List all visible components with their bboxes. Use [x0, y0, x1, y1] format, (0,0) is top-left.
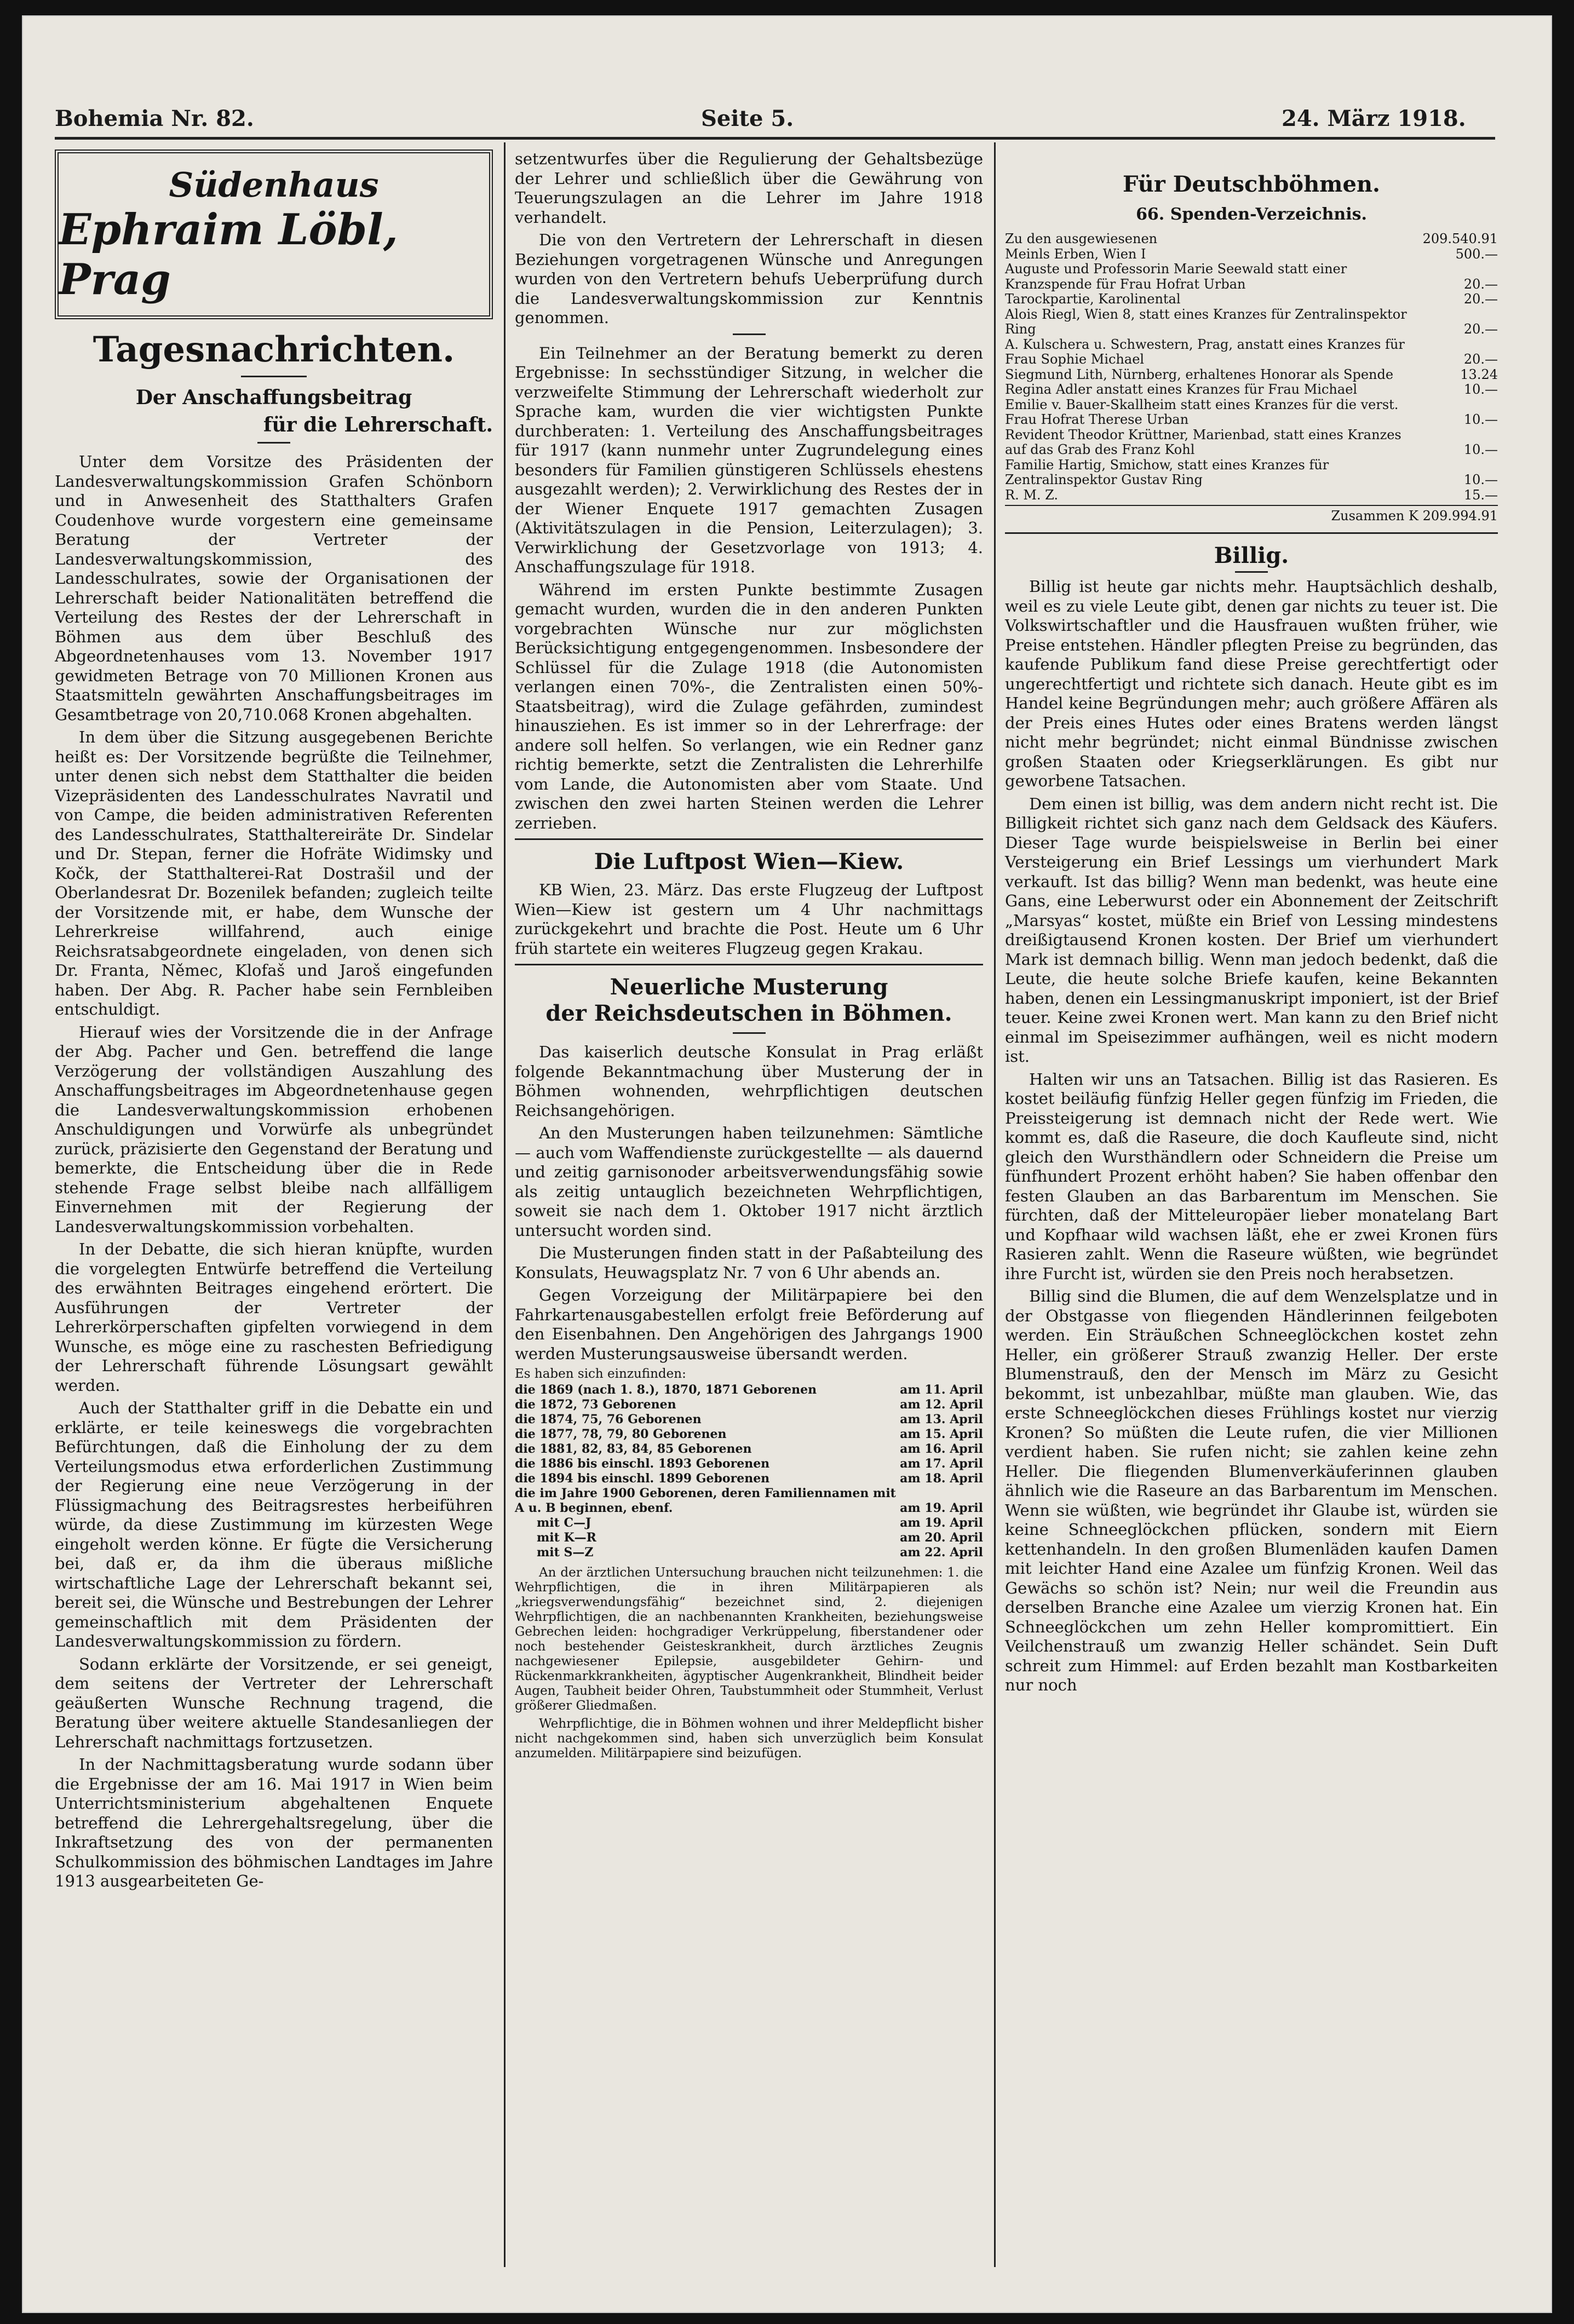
- donation-amount: 10.—: [1463, 412, 1498, 427]
- article-paragraph: Sodann erklärte der Vorsitzende, er sei geneigt, dem seitens der Vertreter der Lehrerschaft geäußerten Wunsche Rechnung tragend, die Beratung über weitere aktuelle Standesanliegen der Lehrerschaft nachmittags fortzusetzen.: [55, 1654, 493, 1751]
- donation-amount: 20.—: [1463, 321, 1498, 337]
- donation-amount: 20.—: [1463, 276, 1498, 292]
- donation-text: Zu den ausgewiesenen: [1005, 231, 1158, 246]
- column-rule-2: [994, 142, 996, 2267]
- note-paragraph: An der ärztlichen Untersuchung brauchen nicht teilzunehmen: 1. die Wehrpflichtigen, die in ihren Militärpapieren als „kriegsverwendungsfähig“ bezeichnet sind, 2. diejenigen Wehrpflichtigen, die an nachbenannten Krankheiten, beziehungsweise Gebrechen leiden: hochgradiger Verkrüppelung, fiberstandener oder noch bestehender Geisteskrankheit, durch ärztliches Zeugnis nachgewiesener Epilepsie, ausgebildeter Gehirn- und Rückenmarkkrankheiten, ägyptischer Augenkrankheit, Blindheit beider Augen, Taubheit beider Ohren, Taubstummheit oder Stummheit, Verlust größerer Gliedmaßen.: [515, 1566, 983, 1713]
- column-3: [1005, 149, 1498, 1699]
- separator: [515, 964, 983, 965]
- masthead-rule: [55, 137, 1495, 140]
- musterung-paragraph: Die Musterungen finden statt in der Paßabteilung des Konsulats, Heuwagsplatz Nr. 7 von 6 Uhr abends an.: [515, 1244, 983, 1282]
- article-paragraph: setzentwurfes über die Regulierung der Gehaltsbezüge der Lehrer und schließlich über die Gewährung von Teuerungszulagen an die Lehrer im Jahre 1918 verhandelt.: [515, 149, 983, 227]
- donations-table: [1005, 232, 1498, 503]
- schedule-group: mit K—R: [537, 1531, 596, 1545]
- schedule-group: die 1877, 78, 79, 80 Geborenen: [515, 1427, 727, 1441]
- donation-text: Emilie v. Bauer-Skallheim statt eines Kranzes für die verst. Frau Hofrat Therese Urban: [1005, 396, 1399, 427]
- donation-text: Siegmund Lith, Nürnberg, erhaltenes Honorar als Spende: [1005, 366, 1394, 382]
- article-paragraph: Hierauf wies der Vorsitzende die in der Anfrage der Abg. Pacher und Gen. betreffend die lange Verzögerung der vollständigen Auszahlung des Anschaffungsbeitrages im Abgeordnetenhause gegen die Landesverwaltungskommission erhobenen Anschuldigungen und Vorwürfe als unbegründet zurück, präzisierte den Gegenstand der Beratung und bemerkte, die Entscheidung über die in Rede stehende Frage selbst bleibe nach allfälligem Einvernehmen mit der Regierung der Landesverwaltungskommission vorbehalten.: [55, 1022, 493, 1236]
- masthead-left: Bohemia Nr. 82.: [55, 106, 254, 131]
- schedule-group: die 1874, 75, 76 Geborenen: [515, 1412, 702, 1426]
- donation-amount: 10.—: [1463, 382, 1498, 397]
- schedule-row: [515, 1383, 983, 1397]
- schedule-group: die 1872, 73 Geborenen: [515, 1397, 676, 1412]
- donation-amount: 20.—: [1463, 352, 1498, 367]
- article-title-line-2: für die Lehrerschaft.: [263, 413, 493, 436]
- schedule-date: am 22. April: [900, 1545, 983, 1560]
- schedule-intro: Es haben sich einzufinden:: [515, 1367, 686, 1381]
- total-label: Zusammen K: [1331, 508, 1418, 524]
- separator: [733, 333, 766, 335]
- donation-text: R. M. Z.: [1005, 487, 1059, 503]
- billig-paragraph: Halten wir uns an Tatsachen. Billig ist das Rasieren. Es kostet beiläufig fünfzig Heller gegen fünfzig im Frieden, die Preissteigerung ist demnach nicht der Rede wert. Wie kommt es, daß die Raseure, die doch Kaufleute sind, nicht gleich den Wursthändlern oder Schneidern die Preise um fünfhundert Prozent erhöht haben? Sie haben offenbar den festen Glauben an das Barbarentum im Menschen. Sie fürchten, daß der Mitteleuropäer lieber monatelang Bart und Kopfhaar wild wachsen läßt, ehe er zwei Kronen fürs Rasieren zahlt. Wenn die Raseure wüßten, wie begründet ihre Furcht ist, würden sie den Preis noch herabsetzen.: [1005, 1069, 1498, 1283]
- schedule-date: am 13. April: [900, 1412, 983, 1426]
- advertisement-box: [55, 149, 493, 319]
- donations-subtitle: 66. Spenden-Verzeichnis.: [1136, 205, 1367, 224]
- schedule-group: die 1886 bis einschl. 1893 Geborenen: [515, 1457, 770, 1471]
- total-amount: 209.994.91: [1422, 508, 1498, 524]
- article-paragraph: Ein Teilnehmer an der Beratung bemerkt zu deren Ergebnisse: In sechsstündiger Sitzung, in welcher die verzweifelte Stimmung der Lehrerschaft wiederholt zur Sprache kam, wurden die vier wichtigsten Punkte durchberaten: 1. Verteilung des Anschaffungsbeitrages für 1917 (kann nunmehr unter Zugrundelegung eines besonders für Familien günstigeren Schlüssels ehestens ausgezahlt werden); 2. Verwirklichung des Restes der in der Wiener Enquete 1917 gemachten Zusagen (Aktivitätszulagen in die Pension, Leiterzulagen); 3. Verwirklichung der Gesetzvorlage von 1913; 4. Anschaffungszulage für 1918.: [515, 343, 983, 576]
- schedule-row: [515, 1471, 983, 1486]
- donation-amount: 10.—: [1463, 442, 1498, 457]
- separator: [515, 838, 983, 840]
- donation-text: Regina Adler anstatt eines Kranzes für Frau Michael: [1005, 382, 1358, 397]
- schedule-row: [515, 1397, 983, 1412]
- schedule-row: [515, 1486, 983, 1516]
- donation-text: Tarockpartie, Karolinental: [1005, 291, 1181, 307]
- column-1: [55, 149, 493, 1895]
- article-paragraph: Die von den Vertretern der Lehrerschaft in diesen Beziehungen vorgetragenen Wünsche und Anregungen wurden von den Vertretern behufs Ueberprüfung durch die Landesverwaltungskommission zur Kenntnis genommen.: [515, 231, 983, 327]
- schedule-group: die 1869 (nach 1. 8.), 1870, 1871 Geborenen: [515, 1383, 817, 1397]
- musterung-paragraph: An den Musterungen haben teilzunehmen: Sämtliche — auch vom Waffendienste zurückgestellte — als dauernd und zeitig garnisonoder arbeitsverwendungsfähig sowie als zeitig untauglich bezeichneten Wehrpflichtigen, soweit sie nach dem 1. Oktober 1917 nicht ärztlich untersucht worden sind.: [515, 1124, 983, 1240]
- donation-amount: 500.—: [1455, 246, 1498, 262]
- musterung-title-line-1: Neuerliche Musterung: [610, 974, 888, 1000]
- schedule-row: [515, 1516, 983, 1531]
- schedule-date: am 12. April: [900, 1397, 983, 1412]
- separator: [241, 376, 307, 377]
- donation-text: Alois Riegl, Wien 8, statt eines Kranzes für Zentralinspektor Ring: [1005, 306, 1407, 337]
- donation-amount: 10.—: [1463, 472, 1498, 487]
- masthead-right: 24. März 1918.: [1282, 106, 1466, 131]
- ad-line-1: Südenhaus: [169, 164, 379, 205]
- musterung-paragraph: Das kaiserlich deutsche Konsulat in Prag erläßt folgende Bekanntmachung über Musterung der in Böhmen wohnenden, wehrpflichtigen deutschen Reichsangehörigen.: [515, 1043, 983, 1120]
- schedule-row: [515, 1531, 983, 1545]
- schedule-group: mit S—Z: [537, 1545, 594, 1560]
- schedule-group: die 1881, 82, 83, 84, 85 Geborenen: [515, 1442, 752, 1456]
- donation-row: [1005, 382, 1498, 398]
- donation-amount: 15.—: [1463, 487, 1498, 503]
- schedule-table: [515, 1383, 983, 1560]
- schedule-date: am 19. April: [900, 1516, 983, 1530]
- schedule-date: am 20. April: [900, 1531, 983, 1545]
- schedule-group: mit C—J: [537, 1516, 591, 1530]
- article-title-line-1: Der Anschaffungsbeitrag: [135, 386, 412, 409]
- schedule-row: [515, 1545, 983, 1560]
- schedule-group: die im Jahre 1900 Geborenen, deren Familiennamen mit A u. B beginnen, ebenf.: [515, 1486, 896, 1515]
- donation-row: [1005, 488, 1498, 503]
- schedule-date: am 17. April: [900, 1457, 983, 1471]
- schedule-group: die 1894 bis einschl. 1899 Geborenen: [515, 1471, 770, 1486]
- donations-total: [1005, 505, 1498, 524]
- donation-row: [1005, 367, 1498, 383]
- schedule-row: [515, 1412, 983, 1427]
- schedule-row: [515, 1457, 983, 1471]
- donations-title: Für Deutschböhmen.: [1123, 171, 1380, 197]
- donation-text: Meinls Erben, Wien I: [1005, 246, 1146, 262]
- article-paragraph: Unter dem Vorsitze des Präsidenten der Landesverwaltungskommission Grafen Schönborn und in Anwesenheit des Statthalters Grafen Coudenhove wurde vorgestern eine gemeinsame Beratung der Vertreter der Landesverwaltungskommission, des Landesschulrates, sowie der Organisationen der Lehrerschaft beider Nationalitäten betreffend die Verteilung des Restes der der Lehrerschaft in Böhmen aus dem über Beschluß des Abgeordnetenhauses vom 13. November 1917 gewidmeten Betrage von 70 Millionen Kronen aus Staatsmitteln gewährten Anschaffungsbeitrages im Gesamtbetrage von 20,710.068 Kronen abgehalten.: [55, 452, 493, 724]
- schedule-date: am 19. April: [900, 1501, 983, 1515]
- schedule-date: am 18. April: [900, 1471, 983, 1486]
- article-paragraph: Auch der Statthalter griff in die Debatte ein und erklärte, er teile keineswegs die vorgebrachten Befürchtungen, daß die Einholung der zu dem Verteilungsmodus etwa erforderlichen Zustimmung der Regierung eine neue Verzögerung in der Flüssigmachung des Beitragsrestes herbeiführen würde, da diese Zustimmung im kürzesten Wege eingeholt werden könne. Er fügte die Versicherung bei, daß er, da ihm die überaus mißliche wirtschaftliche Lage der Lehrerschaft bekannt sei, bereit sei, die Wünsche und Bestrebungen der Lehrer gemeinschaftlich mit dem Präsidenten der Landesverwaltungskommission zu fördern.: [55, 1399, 493, 1650]
- musterung-paragraph: Gegen Vorzeigung der Militärpapiere bei den Fahrkartenausgabestellen erfolgt freie Beförderung auf den Eisenbahnen. Den Angehörigen des Jahrgangs 1900 werden Musterungsausweise übersandt werden.: [515, 1286, 983, 1363]
- luftpost-paragraph: KB Wien, 23. März. Das erste Flugzeug der Luftpost Wien—Kiew ist gestern um 4 Uhr nachmittags zurückgekehrt und brachte die Post. Heute um 6 Uhr früh startete ein weiteres Flugzeug gegen Krakau.: [515, 881, 983, 958]
- separator: [257, 442, 290, 444]
- schedule-date: am 16. April: [900, 1442, 983, 1456]
- schedule-row: [515, 1442, 983, 1457]
- separator: [733, 1032, 766, 1034]
- donation-row: [1005, 458, 1498, 488]
- schedule-date: am 11. April: [900, 1383, 983, 1397]
- newspaper-page: [22, 15, 1552, 2313]
- billig-paragraph: Billig sind die Blumen, die auf dem Wenzelsplatze und in der Obstgasse von fliegenden Händlerinnen feilgeboten werden. Ein Sträußchen Schneeglöckchen kostet zehn Heller, ein größerer Strauß zwanzig Heller. Der erste Blumenstrauß, den der Mensch im März zu Gesicht bekommt, ist unbezahlbar, müßte man glauben. Wie, das erste Schneeglöckchen dieses Frühlings kostet nur vierzig Kronen? So müßten die Leute rufen, die vier Millionen verdient haben. Sie rufen nicht; sie zahlen keine zehn Heller. Die fliegenden Blumenverkäuferinnen glauben ähnlich wie die Raseure an das Barbarentum im Menschen. Wenn sie wüßten, wie begründet ihr Glaube ist, würden sie keine Schneeglöckchen pflücken, sondern mit Eiern kettenhandeln. In den großen Blumenläden kaufen Damen mit leichter Hand eine Azalee um fünfzig Kronen. Weil das Gewächs so schön ist? Nein; nur weil die Freundin aus derselben Branche eine Azalee um vierzig Kronen hat. Ein Schneeglöckchen um zehn Heller kompromittiert. Ein Veilchenstrauß um zwanzig Heller schändet. Sein Duft schreit zum Himmel: auf Erden bezahlt man Kostbarkeiten nur noch: [1005, 1287, 1498, 1694]
- donation-row: [1005, 292, 1498, 307]
- article-paragraph: In der Debatte, die sich hieran knüpfte, wurden die vorgelegten Entwürfe betreffend die Verteilung des erwähnten Beitrages eingehend erörtert. Die Ausführungen der Vertreter der Lehrerkörperschaften gipfelten vorwiegend in dem Wunsche, es möge eine zu raschesten Befriedigung der Lehrerschaft führende Lösungsart gewählt werden.: [55, 1240, 493, 1395]
- donation-text: Familie Hartig, Smichow, statt eines Kranzes für Zentralinspektor Gustav Ring: [1005, 457, 1329, 487]
- donation-row: [1005, 262, 1498, 292]
- donation-row: [1005, 398, 1498, 428]
- ad-line-2: Ephraim Löbl, Prag: [59, 204, 398, 304]
- schedule-row: [515, 1427, 983, 1442]
- donation-text: Auguste und Professorin Marie Seewald statt einer Kranzspende für Frau Hofrat Urban: [1005, 261, 1347, 292]
- column-2: [515, 149, 983, 1764]
- article-paragraph: Während im ersten Punkte bestimmte Zusagen gemacht wurden, wurden die in den anderen Punkten vorgebrachten Wünsche nur zur möglichsten Berücksichtigung entgegengenommen. Insbesondere der Schlüssel für die Zulage 1918 (die Autonomisten verlangen einen 70%-, die Zentralisten einen 50%-Staatsbeitrag), wird die Zulage gefährden, zumindest hinausziehen. Es ist immer so in der Lehrerfrage: der andere soll helfen. So verlangen, wie ein Redner ganz richtig bemerkte, setzt die Zentralisten die Lehrerhilfe vom Lande, die Autonomisten aber vom Staate. Und zwischen den zwei harten Steinen werden die Lehrer zerrieben.: [515, 580, 983, 832]
- schedule-date: am 15. April: [900, 1427, 983, 1441]
- separator: [1235, 571, 1268, 573]
- donation-row: [1005, 428, 1498, 458]
- billig-title: Billig.: [1214, 543, 1289, 568]
- billig-paragraph: Billig ist heute gar nichts mehr. Hauptsächlich deshalb, weil es zu viele Leute gibt, denen gar nichts zu teuer ist. Die Volkswirtschaftler und die Hausfrauen wußten früher, wie Preise entstehen. Händler pflegten Preise zu begründen, das kaufende Publikum fand diese Preise gerechtfertigt oder ungerechtfertigt und richtete sich danach. Heute gibt es im Handel keine Begründungen mehr; auch größere Affären als der Preis eines Hutes oder eines Bratens werden längst nicht mehr begründet; nicht einmal Bündnisse zwischen großen Staaten oder Kriegserklärungen. Es gibt nur geworbene Tatsachen.: [1005, 577, 1498, 790]
- luftpost-title: Die Luftpost Wien—Kiew.: [594, 849, 904, 875]
- donation-row: [1005, 232, 1498, 247]
- section-title: Tagesnachrichten.: [93, 329, 455, 370]
- separator: [1005, 532, 1498, 534]
- musterung-title-line-2: der Reichsdeutschen in Böhmen.: [545, 1000, 952, 1026]
- masthead-center: Seite 5.: [701, 106, 794, 131]
- donation-amount: 209.540.91: [1422, 231, 1498, 246]
- column-rule-1: [504, 142, 505, 2267]
- donation-row: [1005, 247, 1498, 262]
- donation-text: A. Kulschera u. Schwestern, Prag, anstatt eines Kranzes für Frau Sophie Michael: [1005, 336, 1405, 367]
- donation-row: [1005, 337, 1498, 367]
- donation-row: [1005, 307, 1498, 337]
- article-paragraph: In dem über die Sitzung ausgegebenen Berichte heißt es: Der Vorsitzende begrüßte die Teilnehmer, unter denen sich nebst dem Statthalter die beiden Vizepräsidenten des Landesschulrates Navratil und von Campe, die beiden administrativen Referenten des Landesschulrates, Statthaltereiräte Dr. Sindelar und Dr. Stepan, ferner die Hofräte Widimsky und Kočk, der Statthalterei-Rat Dostrašil und der Oberlandesrat Dr. Bozenilek befanden; zugleich teilte der Vorsitzende mit, er habe, dem Wunsche der Lehrerkreise willfahrend, auch einige Reichsratsabgeordnete eingeladen, von denen sich Dr. Franta, Němec, Klofaš und Jaroš eingefunden haben. Der Abg. R. Pacher habe sein Fernbleiben entschuldigt.: [55, 728, 493, 1019]
- article-paragraph: In der Nachmittagsberatung wurde sodann über die Ergebnisse der am 16. Mai 1917 in Wien beim Unterrichtsministerium abgehaltenen Enquete betreffend die Lehrergehaltsregelung, über die Inkraftsetzung des von der permanenten Schulkommission des böhmischen Landtages im Jahre 1913 ausgearbeiteten Ge-: [55, 1755, 493, 1890]
- billig-paragraph: Dem einen ist billig, was dem andern nicht recht ist. Die Billigkeit richtet sich ganz nach dem Geldsack des Käufers. Dieser Tage wurde beispielsweise in Berlin bei einer Versteigerung ein Brief Lessings um vierhundert Mark verkauft. Ist das billig? Wenn man bedenkt, was heute eine Gans, eine Leberwurst oder ein Abonnement der Zeitschrift „Marsyas“ kostet, müßte ein Brief von Lessing mindestens dreißigtausend Kronen kosten. Der Brief um vierhundert Mark ist demnach billig. Wenn man jedoch bedenkt, daß die Leute, die heute solche Briefe kaufen, keine Bekannten haben, denen ein Lessingmanuskript imponiert, ist der Brief teuer. Keine zwei Kronen wert. Man kann zu den Brief nicht einmal im Speisezimmer aufhängen, weil es nicht modern ist.: [1005, 794, 1498, 1066]
- note-paragraph: Wehrpflichtige, die in Böhmen wohnen und ihrer Meldepflicht bisher nicht nachgekommen sind, haben sich unverzüglich beim Konsulat anzumelden. Militärpapiere sind beizufügen.: [515, 1717, 983, 1761]
- donation-amount: 13.24: [1460, 366, 1498, 382]
- donation-text: Revident Theodor Krüttner, Marienbad, statt eines Kranzes auf das Grab des Franz Kohl: [1005, 427, 1401, 457]
- donation-amount: 20.—: [1463, 291, 1498, 307]
